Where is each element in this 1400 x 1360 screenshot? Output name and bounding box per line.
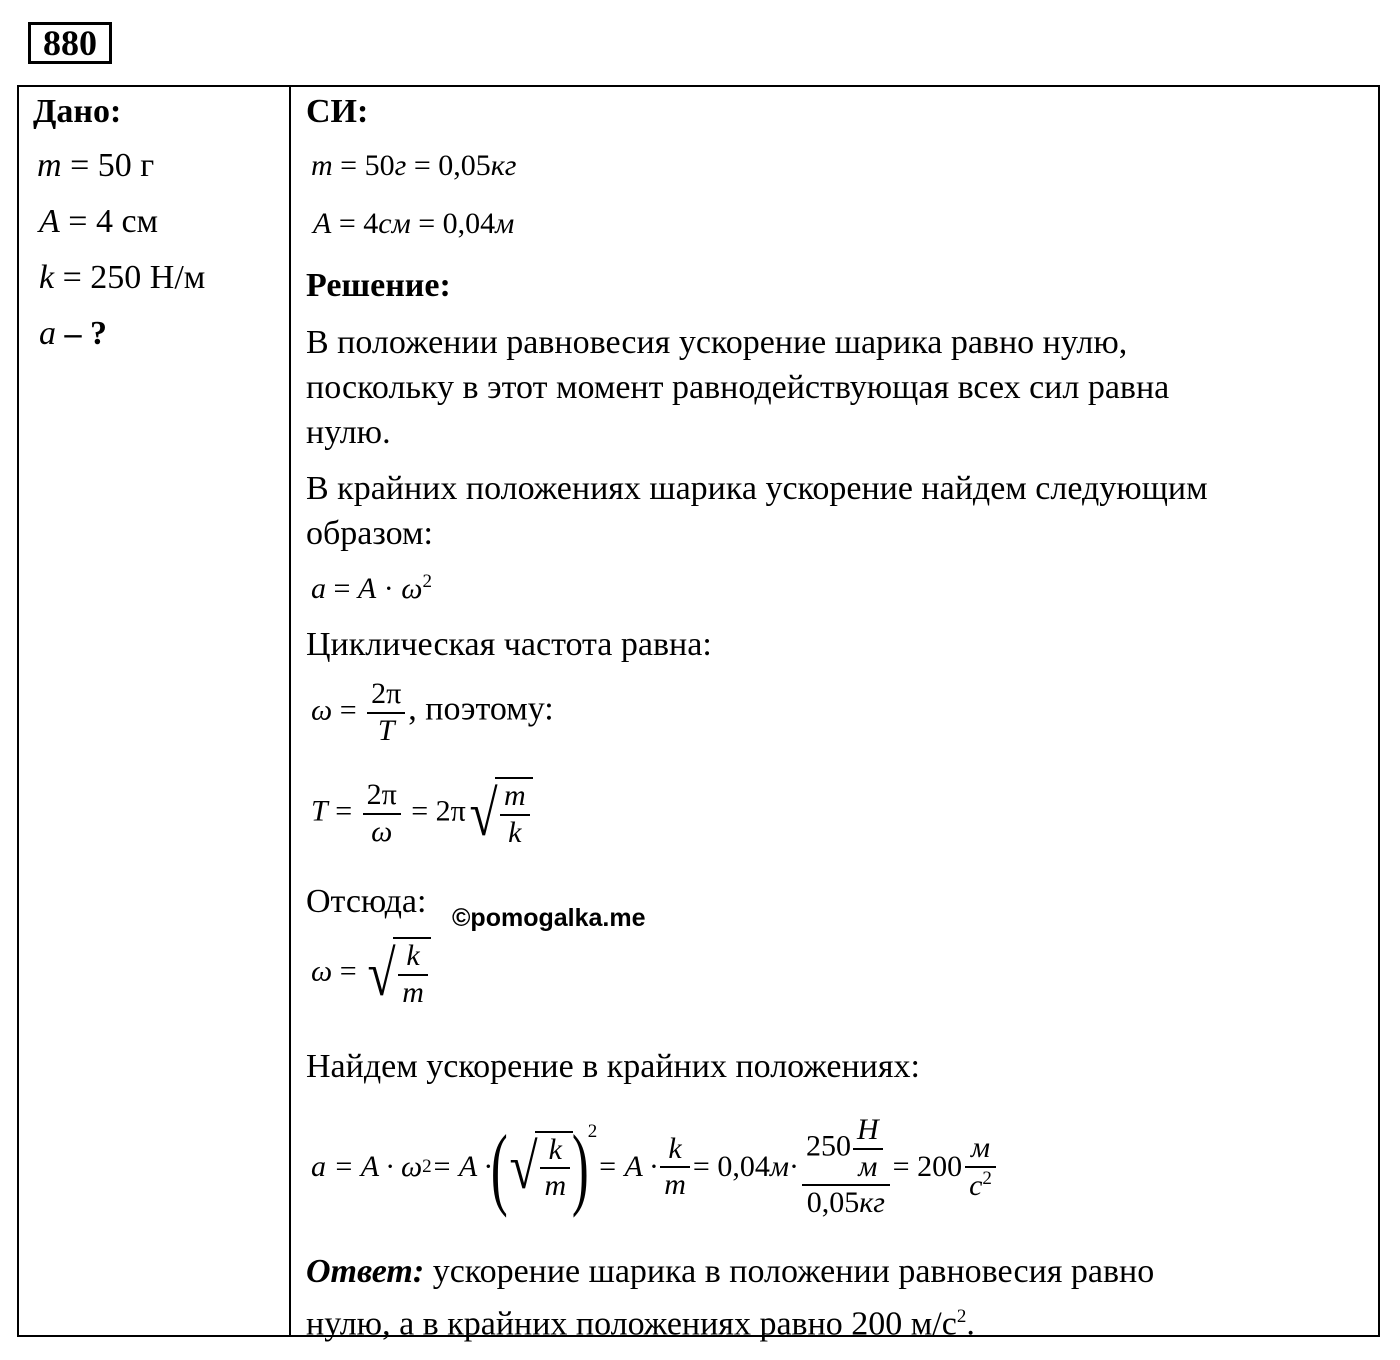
paragraph-cyclic-frequency: Циклическая частота равна:: [306, 626, 712, 663]
paragraph-find-acceleration: Найдем ускорение в крайних положениях:: [306, 1048, 920, 1085]
column-divider: [289, 87, 291, 1335]
si-mass: m = 50г = 0,05кг: [311, 149, 517, 182]
answer: Ответ: ускорение шарика в положении равновесия равно нулю, а в крайних положениях равно 200 $м/с^2$.: [306, 1253, 1155, 1343]
given-amplitude: A = 4 см: [39, 203, 159, 240]
solution-header: Решение:: [306, 267, 451, 304]
paragraph-equilibrium: В положении равновесия ускорение шарика равно нулю, поскольку в этот момент равнодействующая всех сил равна нулю.: [306, 324, 1170, 451]
paragraph-extreme: В крайних положениях шарика ускорение найдем следующим образом:: [306, 470, 1208, 552]
si-amplitude: A = 4см = 0,04м: [313, 207, 515, 240]
paragraph-hence: Отсюда:: [306, 883, 427, 920]
si-header: СИ:: [306, 93, 369, 130]
formula-period: T = $\frac{2\pi}{\omega}$ = 2π√ $\frac{m}{k}$: [311, 777, 533, 850]
watermark: ©pomogalka.me: [452, 904, 646, 932]
formula-final: a = A · ω 2 = A · ( √ $\frac{k}{m}$ ) 2 = A · $\frac{k}{m}$ = 0,04 м · 250 $\frac{Н}{м}$ 0,05кг = 200 $\frac{м}{с^2}$: [311, 1107, 999, 1227]
given-unknown: a – ?: [39, 315, 107, 352]
formula-omega-root: ω = √ $\frac{k}{m}$: [311, 937, 431, 1010]
given-mass: m = 50 г: [37, 147, 155, 184]
given-header: Дано:: [33, 93, 122, 130]
formula-acceleration: $a = A \cdot \omega^2$: [311, 571, 432, 605]
solution-table: [17, 85, 1380, 1343]
problem-number: 880: [28, 22, 112, 64]
given-stiffness: k = 250 Н/м: [39, 259, 206, 296]
formula-omega: ω = $\frac{2\pi}{T}$ , поэтому:: [311, 677, 554, 747]
